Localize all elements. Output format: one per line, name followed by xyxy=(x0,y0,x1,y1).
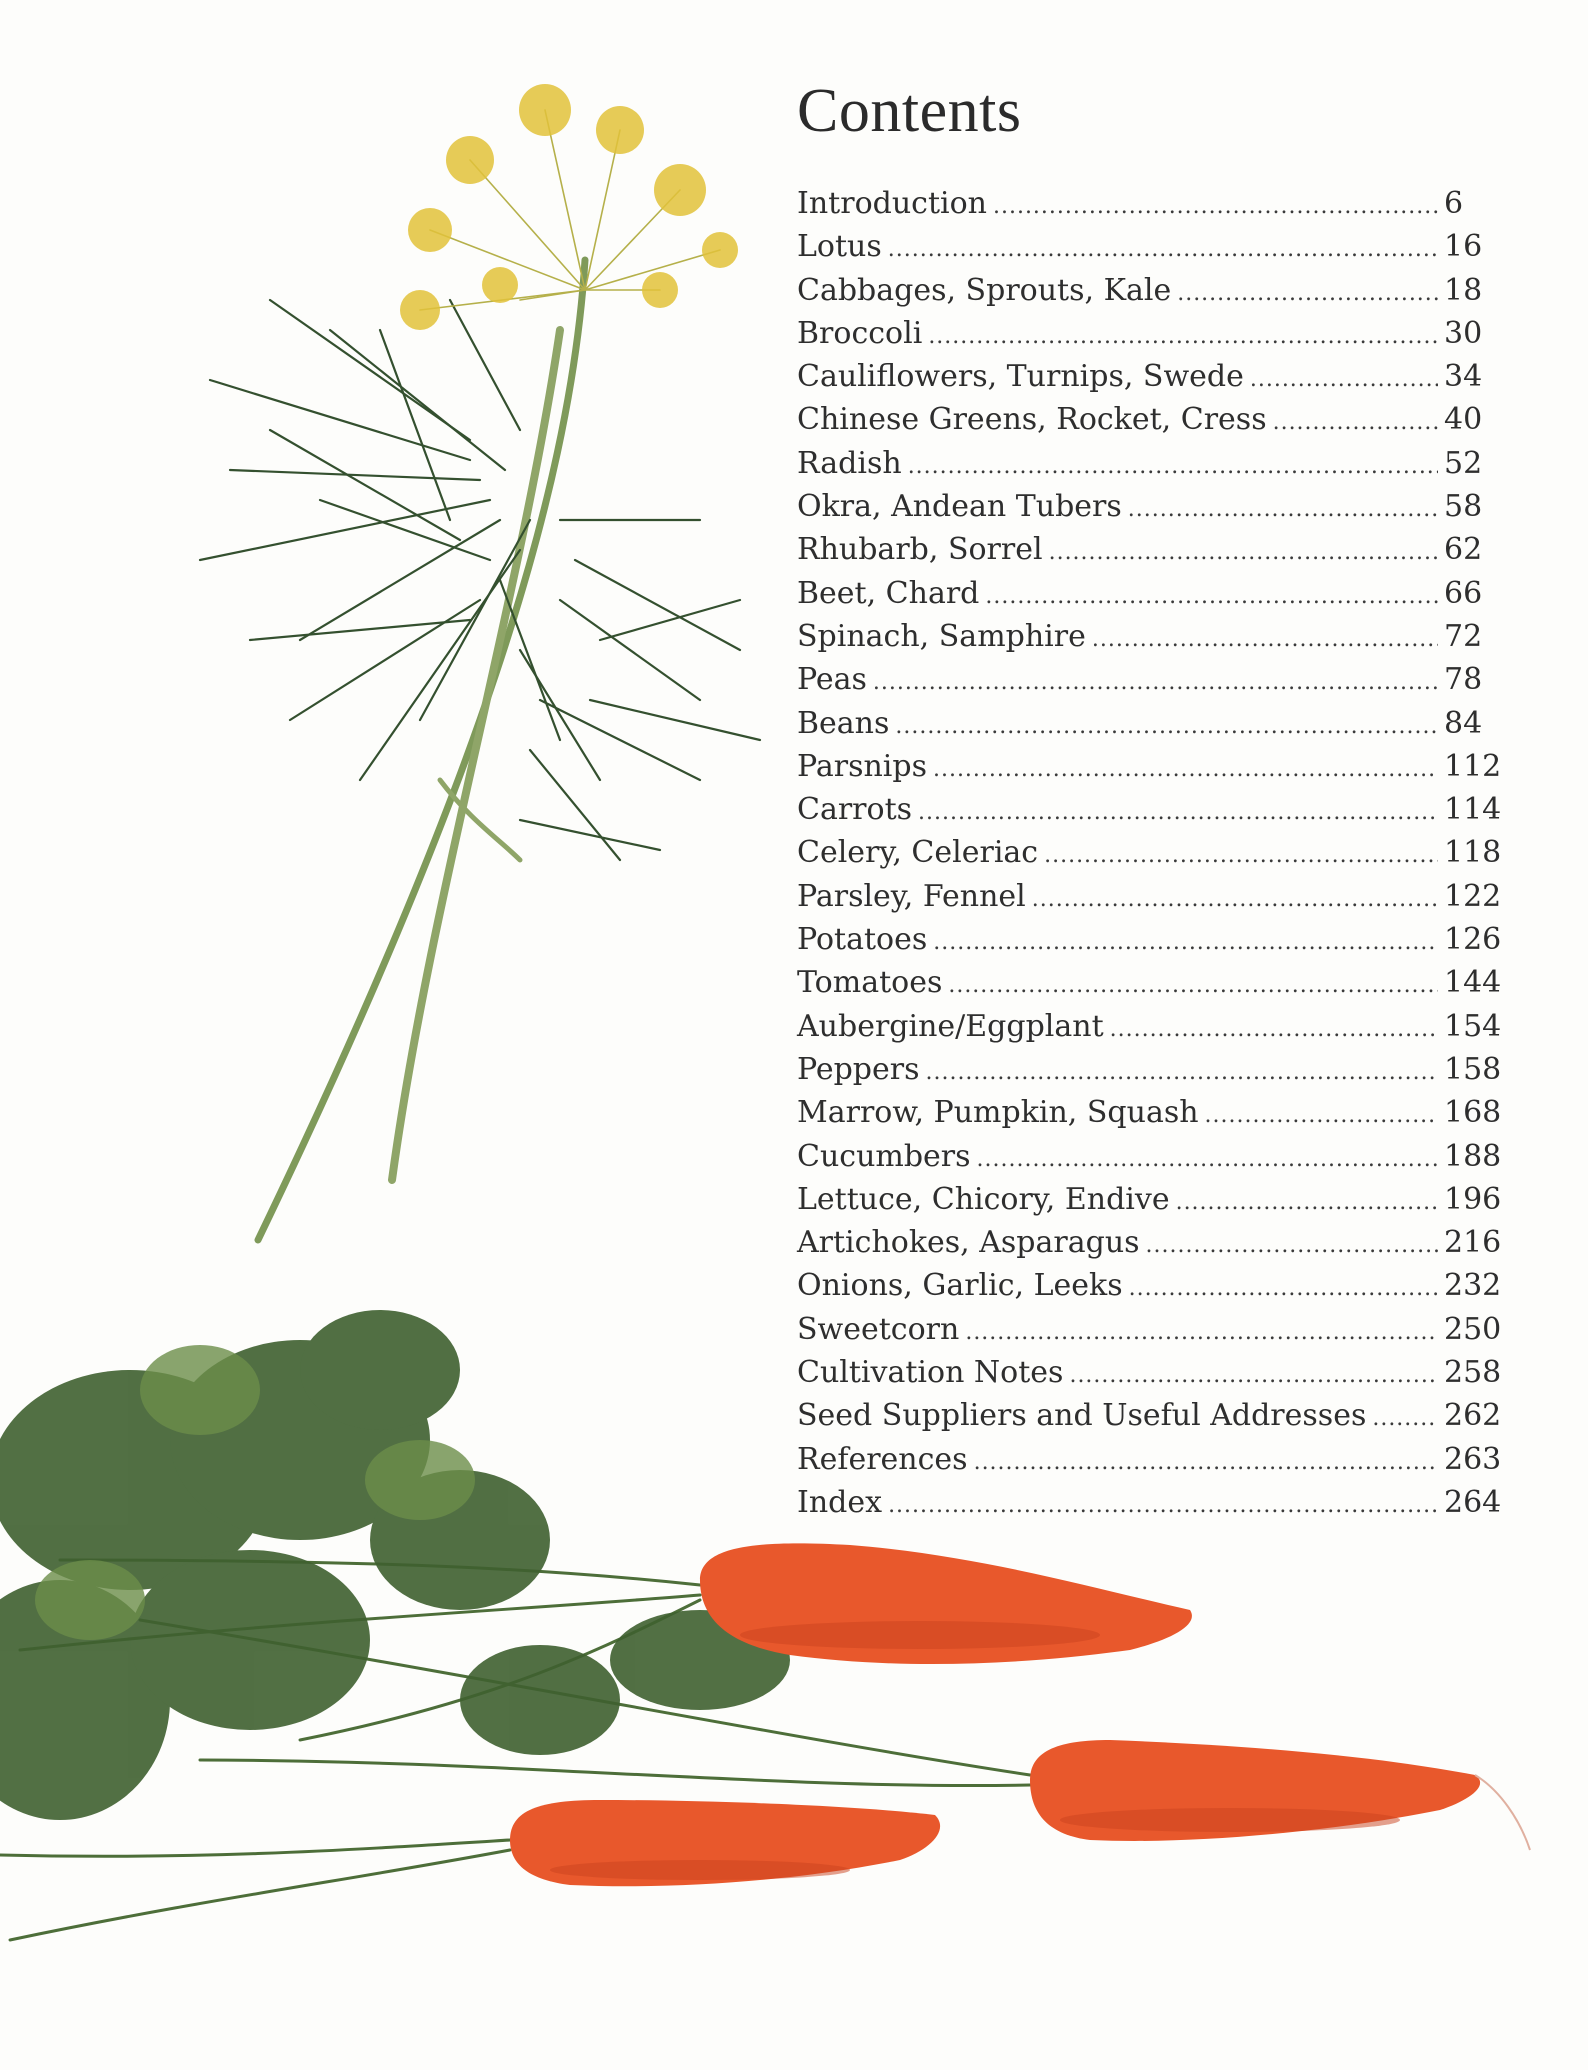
toc-entry xyxy=(797,1052,1502,1095)
dot-leader xyxy=(928,324,1438,349)
dot-leader xyxy=(895,714,1438,739)
toc-entry xyxy=(797,879,1502,922)
toc-entry-page-number: 30 xyxy=(1444,315,1483,351)
toc-entry-page-number: 168 xyxy=(1444,1095,1502,1131)
toc-entry xyxy=(797,532,1502,575)
dot-leader xyxy=(908,454,1438,479)
dot-leader xyxy=(1273,410,1438,435)
toc-entry xyxy=(797,1182,1502,1225)
toc-entry-page-number: 58 xyxy=(1444,489,1483,525)
toc-entry-title: Index xyxy=(797,1484,883,1520)
toc-entry xyxy=(797,662,1502,705)
toc-entry-title: Radish xyxy=(797,445,902,481)
toc-entry xyxy=(797,792,1502,835)
toc-entry-page-number: 40 xyxy=(1444,402,1483,438)
dot-leader xyxy=(1044,843,1438,868)
toc-entry-page-number: 264 xyxy=(1444,1484,1502,1520)
dot-leader xyxy=(1372,1406,1438,1431)
toc-entry-page-number: 216 xyxy=(1444,1225,1502,1261)
dot-leader xyxy=(933,757,1438,782)
dot-leader xyxy=(1177,281,1438,306)
toc-entry-title: Sweetcorn xyxy=(797,1311,960,1347)
toc-entry-page-number: 122 xyxy=(1444,878,1502,914)
toc-entry-title: Carrots xyxy=(797,792,913,828)
toc-entry-title: Peas xyxy=(797,662,867,698)
toc-entry xyxy=(797,619,1502,662)
toc-entry-page-number: 154 xyxy=(1444,1008,1502,1044)
toc-entry-page-number: 114 xyxy=(1444,792,1502,828)
dot-leader xyxy=(926,1060,1439,1085)
toc-entry-page-number: 188 xyxy=(1444,1138,1502,1174)
toc-entry-title: Spinach, Samphire xyxy=(797,618,1086,654)
toc-entry-title: Introduction xyxy=(797,186,987,221)
toc-entry-title: Marrow, Pumpkin, Squash xyxy=(797,1095,1199,1131)
toc-entry xyxy=(797,229,1502,272)
toc-entry-page-number: 18 xyxy=(1444,272,1483,308)
toc-entry-title: Celery, Celeriac xyxy=(797,835,1039,871)
toc-entry xyxy=(797,1225,1502,1268)
toc-entry xyxy=(797,489,1502,532)
dot-leader xyxy=(888,1493,1438,1518)
dot-leader xyxy=(873,670,1438,695)
dot-leader xyxy=(1129,1276,1438,1301)
toc-entry-page-number: 62 xyxy=(1444,532,1483,568)
toc-entry-page-number: 126 xyxy=(1444,922,1502,958)
toc-entry-title: Cabbages, Sprouts, Kale xyxy=(797,272,1172,308)
toc-entry xyxy=(797,835,1502,878)
toc-entry-title: Rhubarb, Sorrel xyxy=(797,532,1043,568)
toc-entry-title: Parsley, Fennel xyxy=(797,878,1026,914)
toc-entry-title: Cucumbers xyxy=(797,1138,971,1174)
toc-entry-page-number: 118 xyxy=(1444,835,1502,871)
toc-entry-page-number: 112 xyxy=(1444,748,1502,784)
dot-leader xyxy=(977,1147,1438,1172)
toc-entry-page-number: 84 xyxy=(1444,705,1483,741)
toc-entry-title: Tomatoes xyxy=(797,965,943,1001)
toc-entry xyxy=(797,706,1502,749)
toc-entry-page-number: 262 xyxy=(1444,1398,1502,1434)
dot-leader xyxy=(1205,1103,1438,1128)
toc-entry-title: Cauliflowers, Turnips, Swede xyxy=(797,359,1244,395)
toc-entry-page-number: 52 xyxy=(1444,445,1483,481)
dot-leader xyxy=(933,930,1438,955)
toc-entry xyxy=(797,316,1502,359)
toc-entry xyxy=(797,1139,1502,1182)
dot-leader xyxy=(985,584,1438,609)
toc-entry-title: Beet, Chard xyxy=(797,575,980,611)
toc-entry-title: Aubergine/Eggplant xyxy=(797,1008,1104,1044)
toc-entry-page-number: 263 xyxy=(1444,1441,1502,1477)
dot-leader xyxy=(888,237,1438,262)
toc-entry xyxy=(797,402,1502,445)
dot-leader xyxy=(993,194,1438,219)
dot-leader xyxy=(1128,497,1438,522)
toc-entry xyxy=(797,576,1502,619)
toc-entry xyxy=(797,359,1502,402)
toc-entry-title: Beans xyxy=(797,705,890,741)
toc-entry xyxy=(797,1268,1502,1311)
dot-leader xyxy=(1110,1017,1438,1042)
dot-leader xyxy=(1049,540,1438,565)
dot-leader xyxy=(1146,1233,1438,1258)
page-title: Contents xyxy=(797,77,1022,145)
toc-entry-title: Potatoes xyxy=(797,922,928,958)
toc-entry xyxy=(797,1442,1502,1485)
toc-entry-title: Lotus xyxy=(797,229,882,265)
toc-entry xyxy=(797,1095,1502,1138)
toc-entry xyxy=(797,1485,1502,1528)
toc-entry-page-number: 66 xyxy=(1444,575,1483,611)
toc-entry-title: Okra, Andean Tubers xyxy=(797,489,1122,525)
toc-entry-page-number: 158 xyxy=(1444,1051,1502,1087)
toc-entry-title: Seed Suppliers and Useful Addresses xyxy=(797,1398,1367,1434)
toc-entry-title: References xyxy=(797,1441,968,1477)
toc-entry-page-number: 196 xyxy=(1444,1181,1502,1217)
toc-entry-title: Chinese Greens, Rocket, Cress xyxy=(797,402,1267,438)
toc-entry-title: Broccoli xyxy=(797,315,923,351)
dot-leader xyxy=(1032,887,1438,912)
toc-entry-title: Onions, Garlic, Leeks xyxy=(797,1268,1123,1304)
toc-entry xyxy=(797,186,1502,229)
toc-entry-title: Lettuce, Chicory, Endive xyxy=(797,1181,1170,1217)
dot-leader xyxy=(1069,1363,1438,1388)
toc-entry-page-number: 258 xyxy=(1444,1355,1502,1391)
dot-leader xyxy=(1176,1190,1438,1215)
toc-entry-page-number: 232 xyxy=(1444,1268,1502,1304)
toc-entry-page-number: 250 xyxy=(1444,1311,1502,1347)
dot-leader xyxy=(948,973,1438,998)
toc-entry-title: Cultivation Notes xyxy=(797,1355,1064,1391)
toc-entry-title: Artichokes, Asparagus xyxy=(797,1225,1140,1261)
toc-entry xyxy=(797,922,1502,965)
dot-leader xyxy=(965,1320,1438,1345)
dot-leader xyxy=(1250,367,1438,392)
toc-entry xyxy=(797,1009,1502,1052)
toc-entry xyxy=(797,273,1502,316)
toc-entry xyxy=(797,1398,1502,1441)
toc-entry-title: Peppers xyxy=(797,1051,920,1087)
toc-entry-page-number: 78 xyxy=(1444,662,1483,698)
toc-entry-page-number: 72 xyxy=(1444,618,1483,654)
dot-leader xyxy=(1092,627,1438,652)
dot-leader xyxy=(918,800,1438,825)
toc-entry xyxy=(797,1355,1502,1398)
toc-entry-page-number: 144 xyxy=(1444,965,1502,1001)
toc-entry xyxy=(797,965,1502,1008)
toc-entry xyxy=(797,446,1502,489)
toc-entry-page-number: 6 xyxy=(1444,186,1464,221)
dot-leader xyxy=(974,1450,1438,1475)
table-of-contents xyxy=(797,186,1502,1528)
dill-plant-illustration xyxy=(200,84,760,1240)
toc-entry-page-number: 34 xyxy=(1444,359,1483,395)
toc-entry xyxy=(797,1312,1502,1355)
toc-entry xyxy=(797,749,1502,792)
toc-entry-page-number: 16 xyxy=(1444,229,1483,265)
toc-entry-title: Parsnips xyxy=(797,748,927,784)
